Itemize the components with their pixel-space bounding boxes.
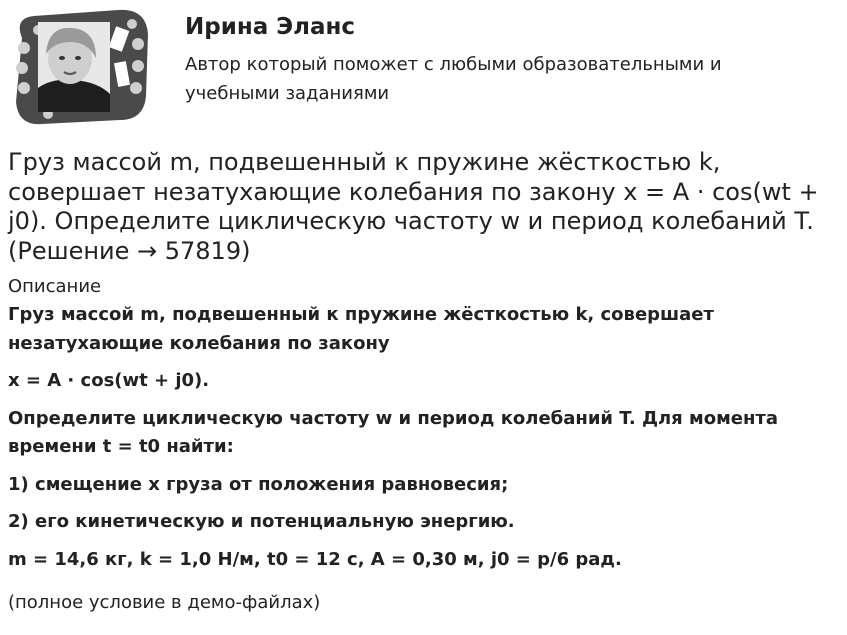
description-paragraph: 2) его кинетическую и потенциальную энергию. (8, 511, 515, 532)
author-avatar[interactable] (8, 8, 150, 126)
author-description: Автор который поможет с любыми образовательными и учебными заданиями (185, 54, 722, 104)
author-block (8, 8, 838, 130)
description-paragraph: 1) смещение x груза от положения равновесия; (8, 473, 509, 495)
description-paragraph: Груз массой m, подвешенный к пружине жёсткостью k, совершает незатухающие колебания по закону (8, 304, 714, 354)
demo-files-note: (полное условие в демо-файлах) (8, 592, 321, 613)
description-body (8, 301, 838, 583)
description-paragraph: Определите циклическую частоту w и период колебаний T. Для момента времени t = t0 найти: (8, 407, 779, 457)
page-title: Груз массой m, подвешенный к пружине жёсткостью k, совершает незатухающие колебания по закону x = A · cos(wt + j0). Определите циклическую частоту w и период колебаний T. (Решение → 57819) (8, 148, 819, 265)
author-photo (38, 22, 110, 112)
description-paragraph: m = 14,6 кг, k = 1,0 Н/м, t0 = 12 с, A = 0,30 м, j0 = p/6 рад. (8, 548, 622, 570)
author-name[interactable]: Ирина Эланс (185, 14, 356, 40)
description-label: Описание (8, 276, 102, 297)
description-paragraph: x = A · cos(wt + j0). (8, 370, 210, 391)
